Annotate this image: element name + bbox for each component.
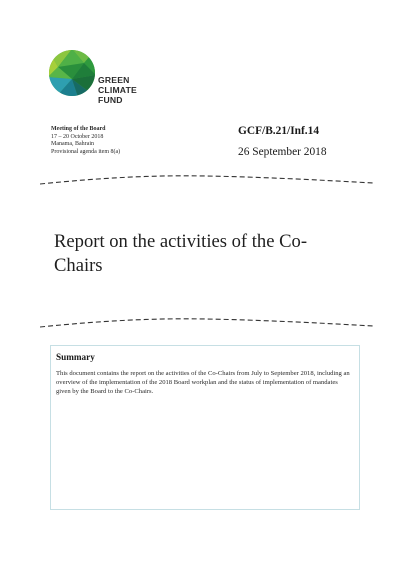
wave-divider-top — [40, 174, 373, 190]
meeting-info — [51, 126, 120, 156]
logo-line-2: CLIMATE — [98, 85, 137, 95]
wave-divider-bottom — [40, 317, 373, 333]
logo-line-3: FUND — [98, 95, 123, 105]
summary-heading: Summary — [56, 352, 95, 362]
document-date: 26 September 2018 — [238, 146, 327, 158]
meeting-dates: 17 – 20 October 2018 — [51, 133, 104, 140]
logo-line-1: GREEN — [98, 75, 130, 85]
meeting-location: Manama, Bahrain — [51, 141, 94, 148]
meeting-heading: Meeting of the Board — [51, 126, 106, 132]
globe-logo-icon — [48, 49, 96, 97]
document-reference: GCF/B.21/Inf.14 — [238, 125, 320, 137]
meeting-agenda-item: Provisional agenda item 8(a) — [51, 148, 121, 155]
document-title: Report on the activities of the Co-Chairs — [54, 231, 308, 276]
logo-wordmark — [98, 75, 137, 105]
summary-text: This document contains the report on the activities of the Co-Chairs from July to September 2018, including an overview of the implementation of the 2018 Board workplan and the status of implementation of mandates given by the Board to the Co-Chairs. — [56, 370, 350, 395]
